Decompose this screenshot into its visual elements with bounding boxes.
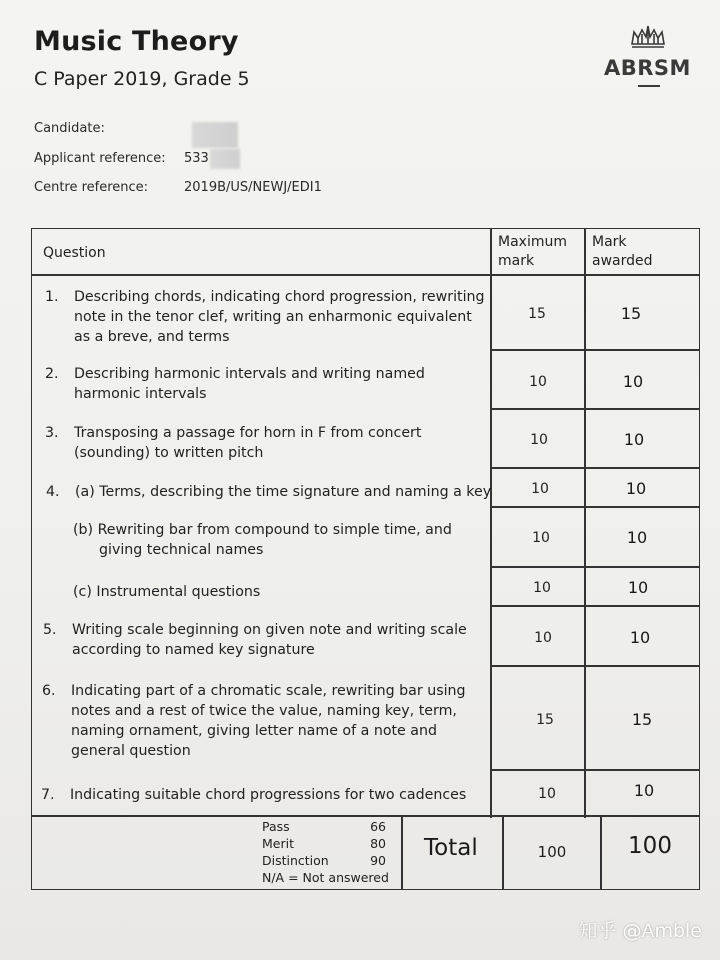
header-rule	[31, 274, 700, 276]
grade-value: 80	[370, 836, 386, 851]
question-text: (b) Rewriting bar from compound to simple time, and giving technical names	[73, 522, 452, 558]
grade-name: Merit	[262, 836, 294, 851]
grade-merit	[262, 835, 390, 852]
col-divider-2	[584, 228, 586, 818]
grade-value: 90	[370, 853, 386, 868]
header-max-mark	[498, 233, 567, 271]
question-text: Indicating suitable chord progressions for two cadences	[70, 787, 467, 803]
watermark: 知乎 @Amble	[578, 920, 702, 942]
total-label: Total	[424, 835, 478, 861]
awarded-mark-5: 10	[629, 628, 651, 647]
max-mark-4a: 10	[531, 481, 549, 497]
grade-pass	[262, 818, 390, 835]
max-mark-4c: 10	[533, 580, 551, 596]
row-rule-3	[490, 467, 700, 469]
applicant-value: 533	[184, 151, 209, 166]
grade-distinction	[262, 852, 390, 869]
max-mark-6: 15	[536, 712, 554, 728]
grade-value: 66	[370, 819, 386, 834]
row-rule-1	[490, 349, 700, 351]
question-text: Describing chords, indicating chord progression, rewriting note in the tenor clef, writing an enharmonic equivalent as a breve, and terms	[74, 289, 485, 345]
abrsm-logo	[598, 22, 698, 94]
grade-name: Pass	[262, 819, 290, 834]
awarded-mark-7: 10	[633, 781, 655, 800]
footer-divider-3	[600, 815, 602, 890]
header-awarded-line1: Mark	[592, 234, 627, 250]
question-text: Indicating part of a chromatic scale, rewriting bar using notes and a rest of twice the value, naming key, term, naming ornament, giving letter name of a note and general question	[71, 683, 466, 759]
redacted-reference	[210, 149, 240, 169]
redacted-name	[192, 122, 238, 148]
grade-name: Distinction	[262, 853, 329, 868]
awarded-mark-2: 10	[622, 372, 644, 391]
row-rule-5	[490, 566, 700, 568]
header-question: Question	[43, 245, 106, 261]
document-title: Music Theory	[34, 26, 239, 57]
header-awarded-line2: awarded	[592, 253, 653, 269]
header-mark-awarded	[592, 233, 653, 271]
max-mark-4b: 10	[532, 530, 550, 546]
question-number: 7.	[41, 787, 55, 803]
grade-thresholds	[262, 818, 390, 886]
awarded-mark-4a: 10	[625, 479, 647, 498]
logo-text: ABRSM	[604, 56, 691, 80]
question-number: 6.	[42, 683, 56, 699]
max-mark-5: 10	[534, 630, 552, 646]
row-rule-4	[490, 506, 700, 508]
crown-icon	[628, 22, 668, 52]
total-awarded-mark: 100	[628, 833, 672, 859]
question-text: (c) Instrumental questions	[73, 584, 261, 600]
awarded-mark-6: 15	[631, 710, 653, 729]
max-mark-1: 15	[528, 306, 546, 322]
max-mark-7: 10	[538, 786, 556, 802]
document-subtitle: C Paper 2019, Grade 5	[34, 68, 250, 90]
question-number: 2.	[45, 366, 59, 382]
footer-divider-1	[401, 815, 403, 890]
row-rule-7	[490, 665, 700, 667]
awarded-mark-1: 15	[620, 304, 642, 323]
awarded-mark-4b: 10	[626, 528, 648, 547]
na-note	[262, 869, 390, 886]
centre-value: 2019B/US/NEWJ/EDI1	[184, 180, 322, 195]
footer-divider-2	[502, 815, 504, 890]
question-number: 5.	[43, 622, 57, 638]
centre-label: Centre reference:	[34, 180, 149, 195]
max-mark-3: 10	[530, 432, 548, 448]
max-mark-2: 10	[529, 374, 547, 390]
total-max-mark: 100	[537, 843, 567, 861]
logo-underline	[638, 85, 660, 87]
question-number: 4.	[46, 484, 60, 500]
awarded-mark-3: 10	[623, 430, 645, 449]
question-text: Describing harmonic intervals and writing named harmonic intervals	[74, 366, 425, 402]
footer-rule	[31, 815, 700, 817]
candidate-label: Candidate:	[34, 121, 105, 136]
question-number: 1.	[45, 289, 59, 305]
na-note-text: N/A = Not answered	[262, 870, 389, 885]
question-text: Transposing a passage for horn in F from concert (sounding) to written pitch	[74, 425, 422, 461]
header-max-line1: Maximum	[498, 234, 567, 250]
question-number: 3.	[45, 425, 59, 441]
applicant-label: Applicant reference:	[34, 151, 166, 166]
row-rule-6	[490, 605, 700, 607]
row-rule-8	[490, 769, 700, 771]
row-rule-2	[490, 408, 700, 410]
awarded-mark-4c: 10	[627, 578, 649, 597]
header-max-line2: mark	[498, 253, 535, 269]
question-text: (a) Terms, describing the time signature and naming a key	[75, 484, 492, 500]
question-text: Writing scale beginning on given note and writing scale according to named key signature	[72, 622, 467, 658]
